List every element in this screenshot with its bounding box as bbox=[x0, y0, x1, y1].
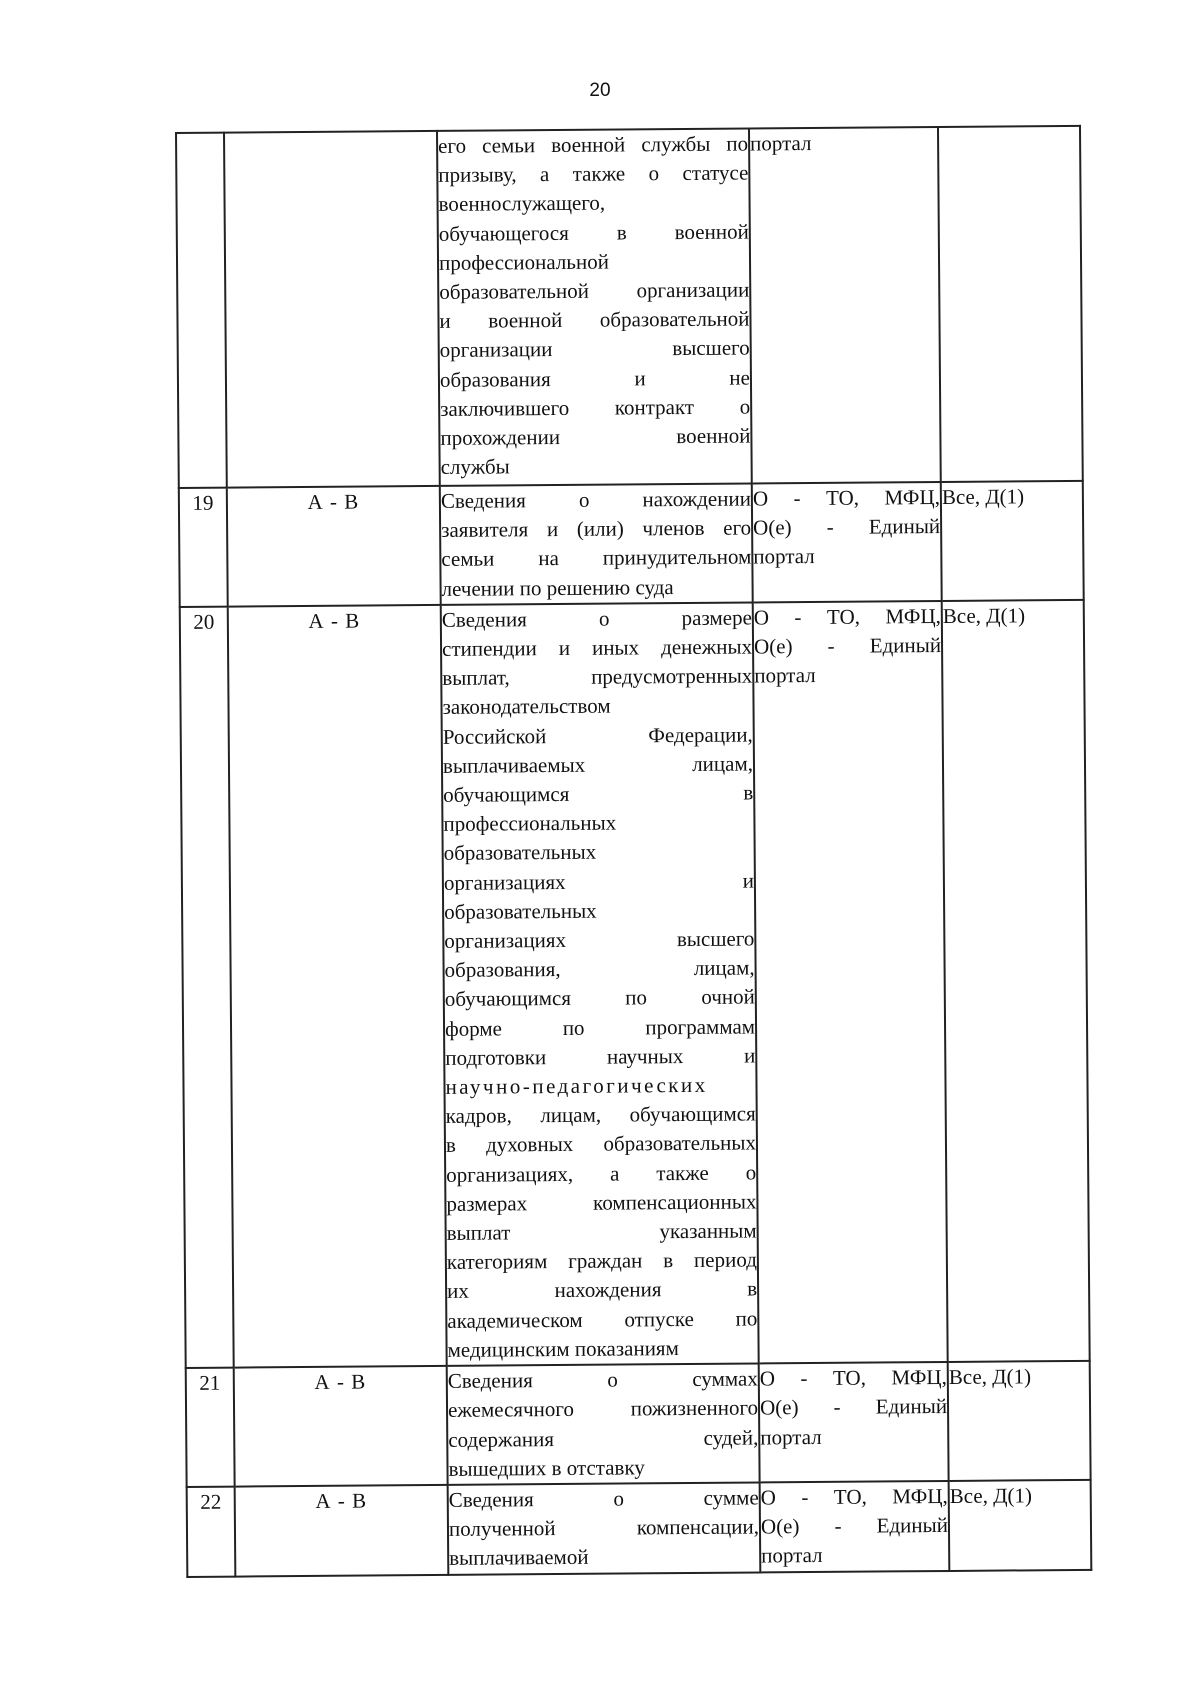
source-line: портал bbox=[753, 544, 815, 569]
description-line: выплат указанным bbox=[446, 1218, 757, 1245]
description-line: организациях и bbox=[443, 868, 754, 895]
description-line: Сведения о сумме bbox=[448, 1485, 759, 1512]
description-line: Сведения о суммах bbox=[447, 1366, 758, 1393]
description-line: профессиональной bbox=[438, 249, 609, 275]
table-body bbox=[176, 126, 1091, 1577]
row-number: 21 bbox=[186, 1368, 235, 1487]
row-result: Все, Д(1) bbox=[942, 600, 1090, 1362]
row-number: 22 bbox=[187, 1486, 236, 1576]
source-line: О - ТО, МФЦ, bbox=[759, 1365, 947, 1391]
page-number: 20 bbox=[589, 80, 611, 101]
source-line: портал bbox=[761, 1543, 823, 1568]
description-line: организации высшего bbox=[439, 335, 750, 363]
row-category: А - В bbox=[227, 486, 441, 606]
description-line: его семьи военной службы по bbox=[438, 131, 749, 158]
description-line: обучающимся по очной bbox=[444, 984, 755, 1012]
description-line: Сведения о размере bbox=[441, 605, 752, 632]
table-row bbox=[180, 600, 1090, 1368]
description-line: научно-педагогических bbox=[445, 1072, 708, 1099]
description-line: образования, лицам, bbox=[444, 955, 755, 983]
description-line: образовательных bbox=[444, 898, 597, 924]
table-row bbox=[187, 1480, 1092, 1577]
table-row bbox=[186, 1361, 1091, 1487]
source-line: О - ТО, МФЦ, bbox=[753, 603, 941, 630]
source-line: О - ТО, МФЦ, bbox=[752, 485, 940, 511]
source-line: О(е) - Единый bbox=[753, 633, 942, 659]
source-line: О(е) - Единый bbox=[759, 1394, 948, 1420]
description-line: организациях, а также о bbox=[446, 1160, 757, 1187]
table-row bbox=[176, 126, 1083, 488]
row-source bbox=[749, 127, 941, 483]
row-category bbox=[224, 131, 440, 488]
source-line: О(е) - Единый bbox=[753, 514, 941, 540]
description-line: заявителя и (или) членов его bbox=[441, 515, 752, 543]
description-line: лечении по решению суда bbox=[441, 574, 674, 601]
description-line: медицинским показаниям bbox=[447, 1335, 679, 1362]
row-number: 20 bbox=[180, 606, 234, 1368]
description-line: Сведения о нахождении bbox=[440, 486, 751, 513]
description-line: профессиональных bbox=[443, 810, 617, 837]
description-line: стипендии и иных денежных bbox=[441, 634, 753, 661]
row-description bbox=[441, 602, 759, 1366]
row-source bbox=[753, 601, 948, 1364]
description-line: обучающимся в bbox=[443, 780, 754, 807]
description-line: образовательной организации bbox=[439, 277, 750, 304]
description-line: в духовных образовательных bbox=[445, 1130, 757, 1158]
description-line: вышедших в отставку bbox=[448, 1455, 645, 1481]
row-result: Все, Д(1) bbox=[941, 481, 1084, 601]
description-line: и военной образовательной bbox=[439, 306, 750, 334]
row-source bbox=[760, 1481, 950, 1572]
requirements-table bbox=[175, 125, 1092, 1578]
row-category: А - В bbox=[228, 605, 447, 1368]
source-line: портал bbox=[750, 131, 812, 156]
description-line: полученной компенсации, bbox=[448, 1514, 760, 1542]
description-line: выплачиваемых лицам, bbox=[442, 751, 754, 778]
row-description bbox=[448, 1482, 761, 1574]
description-line: обучающегося в военной bbox=[438, 219, 749, 246]
source-line: портал bbox=[754, 663, 816, 688]
row-category: А - В bbox=[235, 1485, 449, 1576]
row-description bbox=[447, 1364, 760, 1485]
description-line: военнослужащего, bbox=[438, 191, 606, 217]
description-line: размерах компенсационных bbox=[446, 1189, 757, 1216]
row-description bbox=[437, 128, 752, 485]
description-line: содержания судей, bbox=[448, 1424, 759, 1452]
description-line: кадров, лицам, обучающимся bbox=[445, 1101, 756, 1129]
description-line: организациях высшего bbox=[444, 926, 755, 953]
description-line: образовательных bbox=[443, 840, 597, 866]
description-line: ежемесячного пожизненного bbox=[447, 1395, 759, 1423]
row-number bbox=[176, 133, 227, 488]
row-result: Все, Д(1) bbox=[948, 1361, 1091, 1481]
source-line: О(е) - Единый bbox=[760, 1513, 949, 1539]
row-source bbox=[759, 1362, 949, 1482]
description-line: их нахождения в bbox=[447, 1276, 758, 1304]
description-line: призыву, а также о статусе bbox=[438, 160, 749, 188]
description-line: Российской Федерации, bbox=[442, 722, 753, 749]
description-line: форме по программам bbox=[444, 1014, 756, 1041]
description-line: категориям граждан в период bbox=[446, 1247, 757, 1275]
row-description bbox=[440, 483, 753, 604]
row-result bbox=[938, 126, 1083, 482]
description-line: выплачиваемой bbox=[449, 1545, 589, 1571]
row-number: 19 bbox=[179, 488, 228, 607]
row-result: Все, Д(1) bbox=[949, 1480, 1092, 1571]
table-row bbox=[179, 481, 1084, 607]
description-line: службы bbox=[440, 454, 510, 480]
description-line: академическом отпуске по bbox=[447, 1306, 758, 1333]
description-line: заключившего контракт о bbox=[440, 394, 751, 421]
description-line: прохождении военной bbox=[440, 423, 751, 450]
source-line: портал bbox=[760, 1424, 822, 1449]
description-line: выплат, предусмотренных bbox=[442, 663, 753, 691]
description-line: семьи на принудительном bbox=[441, 544, 752, 572]
description-line: подготовки научных и bbox=[445, 1043, 756, 1070]
description-line: образования и не bbox=[439, 365, 751, 392]
row-category: А - В bbox=[234, 1366, 448, 1486]
description-line: законодательством bbox=[442, 694, 611, 720]
row-source bbox=[752, 482, 942, 602]
source-line: О - ТО, МФЦ, bbox=[760, 1483, 948, 1510]
